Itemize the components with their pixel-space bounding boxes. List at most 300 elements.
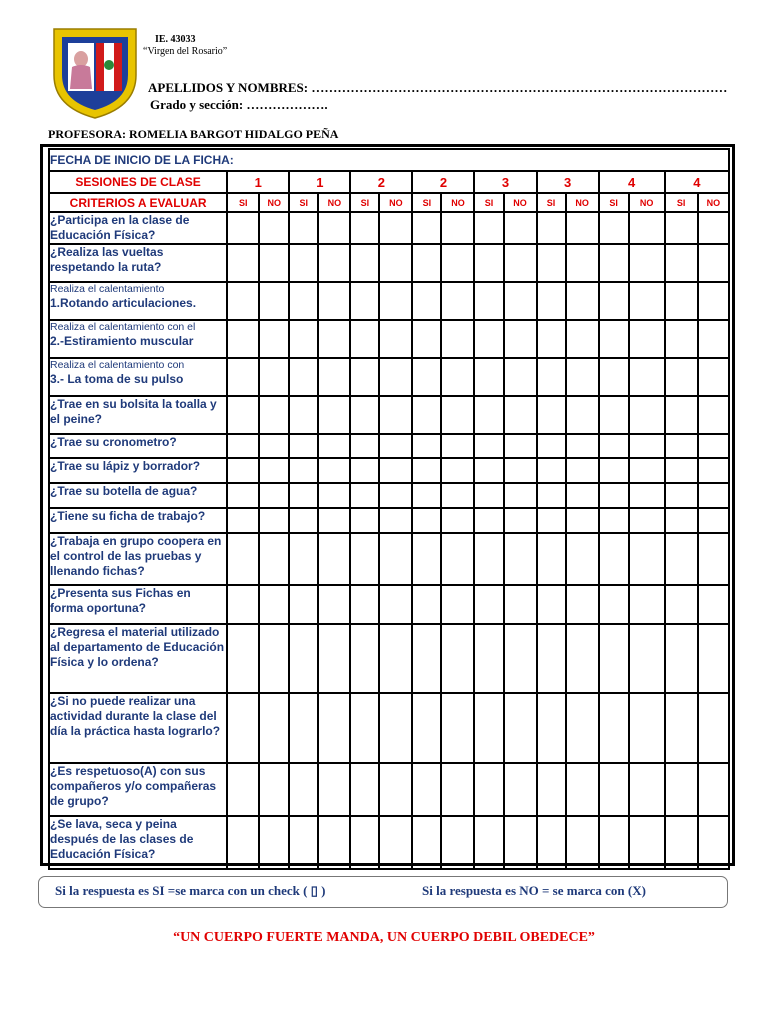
si-checkbox-cell[interactable] — [350, 508, 379, 533]
no-checkbox-cell[interactable] — [441, 585, 474, 624]
no-checkbox-cell[interactable] — [629, 508, 665, 533]
no-checkbox-cell[interactable] — [379, 533, 412, 585]
no-checkbox-cell[interactable] — [629, 816, 665, 869]
no-checkbox-cell[interactable] — [259, 244, 289, 282]
no-checkbox-cell[interactable] — [504, 320, 537, 358]
si-checkbox-cell[interactable] — [227, 508, 259, 533]
no-checkbox-cell[interactable] — [259, 212, 289, 244]
si-checkbox-cell[interactable] — [289, 212, 318, 244]
si-checkbox-cell[interactable] — [350, 458, 379, 483]
no-checkbox-cell[interactable] — [504, 282, 537, 320]
no-checkbox-cell[interactable] — [629, 483, 665, 508]
si-checkbox-cell[interactable] — [537, 458, 566, 483]
session-number: 4 — [665, 171, 729, 193]
si-checkbox-cell[interactable] — [289, 483, 318, 508]
no-checkbox-cell[interactable] — [441, 763, 474, 816]
si-checkbox-cell[interactable] — [227, 458, 259, 483]
si-checkbox-cell[interactable] — [227, 358, 259, 396]
si-checkbox-cell[interactable] — [665, 508, 698, 533]
si-checkbox-cell[interactable] — [227, 763, 259, 816]
si-header: SI — [665, 193, 698, 212]
criterion-question: ¿Regresa el material utilizado al departamento de Educación Física y lo ordena? — [50, 625, 225, 669]
criterion-row — [49, 396, 729, 434]
si-checkbox-cell[interactable] — [412, 483, 441, 508]
no-checkbox-cell[interactable] — [441, 693, 474, 763]
no-checkbox-cell[interactable] — [318, 483, 350, 508]
si-checkbox-cell[interactable] — [537, 624, 566, 693]
si-checkbox-cell[interactable] — [350, 693, 379, 763]
criterion-row — [49, 763, 729, 816]
si-checkbox-cell[interactable] — [599, 320, 629, 358]
criterion-text — [49, 624, 227, 693]
si-checkbox-cell[interactable] — [227, 244, 259, 282]
si-checkbox-cell[interactable] — [350, 763, 379, 816]
no-checkbox-cell[interactable] — [698, 483, 729, 508]
si-checkbox-cell[interactable] — [412, 763, 441, 816]
criterion-row — [49, 320, 729, 358]
si-checkbox-cell[interactable] — [599, 282, 629, 320]
no-checkbox-cell[interactable] — [441, 483, 474, 508]
si-checkbox-cell[interactable] — [537, 358, 566, 396]
si-checkbox-cell[interactable] — [289, 624, 318, 693]
criterion-text — [49, 358, 227, 396]
no-checkbox-cell[interactable] — [566, 624, 599, 693]
criterion-question: ¿Tiene su ficha de trabajo? — [50, 509, 206, 523]
no-checkbox-cell[interactable] — [566, 212, 599, 244]
no-checkbox-cell[interactable] — [379, 244, 412, 282]
si-checkbox-cell[interactable] — [412, 458, 441, 483]
criterion-row — [49, 816, 729, 869]
si-checkbox-cell[interactable] — [412, 320, 441, 358]
session-number: 1 — [289, 171, 350, 193]
si-checkbox-cell[interactable] — [665, 434, 698, 458]
no-checkbox-cell[interactable] — [318, 244, 350, 282]
school-name: “Virgen del Rosario” — [143, 46, 228, 57]
no-checkbox-cell[interactable] — [698, 693, 729, 763]
no-checkbox-cell[interactable] — [259, 483, 289, 508]
si-checkbox-cell[interactable] — [412, 693, 441, 763]
no-checkbox-cell[interactable] — [698, 533, 729, 585]
no-checkbox-cell[interactable] — [504, 585, 537, 624]
session-number: 3 — [474, 171, 536, 193]
no-checkbox-cell[interactable] — [259, 533, 289, 585]
no-checkbox-cell[interactable] — [698, 585, 729, 624]
si-checkbox-cell[interactable] — [289, 693, 318, 763]
si-checkbox-cell[interactable] — [350, 624, 379, 693]
legend-no: Si la respuesta es NO = se marca con (X) — [422, 883, 646, 898]
no-checkbox-cell[interactable] — [504, 624, 537, 693]
grade-section-field[interactable]: Grado y sección: ………………. — [150, 97, 328, 112]
criterion-row — [49, 508, 729, 533]
criterion-question: ¿Es respetuoso(A) con sus compañeros y/o compañeras de grupo? — [50, 764, 217, 808]
start-date-label[interactable]: FECHA DE INICIO DE LA FICHA: — [49, 149, 729, 171]
no-checkbox-cell[interactable] — [318, 693, 350, 763]
si-checkbox-cell[interactable] — [599, 434, 629, 458]
si-checkbox-cell[interactable] — [227, 434, 259, 458]
no-checkbox-cell[interactable] — [504, 483, 537, 508]
si-checkbox-cell[interactable] — [599, 816, 629, 869]
no-checkbox-cell[interactable] — [698, 282, 729, 320]
si-checkbox-cell[interactable] — [537, 212, 566, 244]
si-checkbox-cell[interactable] — [474, 212, 503, 244]
si-checkbox-cell[interactable] — [537, 434, 566, 458]
si-checkbox-cell[interactable] — [227, 282, 259, 320]
no-checkbox-cell[interactable] — [318, 763, 350, 816]
no-checkbox-cell[interactable] — [441, 358, 474, 396]
no-checkbox-cell[interactable] — [441, 434, 474, 458]
criterion-prefix: Realiza el calentamiento con el — [50, 321, 196, 333]
no-checkbox-cell[interactable] — [698, 816, 729, 869]
no-checkbox-cell[interactable] — [379, 396, 412, 434]
no-checkbox-cell[interactable] — [566, 358, 599, 396]
si-checkbox-cell[interactable] — [537, 483, 566, 508]
no-checkbox-cell[interactable] — [698, 212, 729, 244]
si-checkbox-cell[interactable] — [474, 483, 503, 508]
criterion-text — [49, 508, 227, 533]
no-checkbox-cell[interactable] — [379, 816, 412, 869]
no-checkbox-cell[interactable] — [441, 624, 474, 693]
si-checkbox-cell[interactable] — [599, 458, 629, 483]
no-checkbox-cell[interactable] — [504, 458, 537, 483]
no-checkbox-cell[interactable] — [698, 320, 729, 358]
criterion-row — [49, 458, 729, 483]
student-name-field[interactable]: APELLIDOS Y NOMBRES: …………………………………………………………………………………… — [148, 80, 728, 95]
no-checkbox-cell[interactable] — [504, 816, 537, 869]
si-checkbox-cell[interactable] — [599, 763, 629, 816]
si-checkbox-cell[interactable] — [599, 533, 629, 585]
si-checkbox-cell[interactable] — [412, 624, 441, 693]
no-checkbox-cell[interactable] — [379, 624, 412, 693]
legend-si: Si la respuesta es SI =se marca con un check ( ▯ ) — [55, 883, 326, 898]
no-checkbox-cell[interactable] — [698, 624, 729, 693]
no-checkbox-cell[interactable] — [441, 282, 474, 320]
si-checkbox-cell[interactable] — [599, 508, 629, 533]
no-checkbox-cell[interactable] — [318, 585, 350, 624]
criterion-question: ¿Trae su lápiz y borrador? — [50, 459, 201, 473]
si-checkbox-cell[interactable] — [665, 212, 698, 244]
no-checkbox-cell[interactable] — [566, 508, 599, 533]
no-checkbox-cell[interactable] — [441, 320, 474, 358]
si-checkbox-cell[interactable] — [350, 434, 379, 458]
no-checkbox-cell[interactable] — [379, 483, 412, 508]
no-checkbox-cell[interactable] — [259, 508, 289, 533]
criterion-row — [49, 693, 729, 763]
no-checkbox-cell[interactable] — [504, 212, 537, 244]
no-checkbox-cell[interactable] — [629, 693, 665, 763]
criterion-text — [49, 483, 227, 508]
no-checkbox-cell[interactable] — [379, 434, 412, 458]
si-checkbox-cell[interactable] — [599, 244, 629, 282]
si-checkbox-cell[interactable] — [350, 212, 379, 244]
no-checkbox-cell[interactable] — [379, 212, 412, 244]
si-checkbox-cell[interactable] — [537, 320, 566, 358]
si-checkbox-cell[interactable] — [412, 358, 441, 396]
school-identification — [143, 34, 227, 58]
sessions-label: SESIONES DE CLASE — [49, 171, 227, 193]
si-checkbox-cell[interactable] — [474, 533, 503, 585]
no-checkbox-cell[interactable] — [566, 585, 599, 624]
criterion-question: 3.- La toma de su pulso — [50, 372, 184, 386]
si-checkbox-cell[interactable] — [412, 585, 441, 624]
si-checkbox-cell[interactable] — [537, 585, 566, 624]
no-checkbox-cell[interactable] — [379, 763, 412, 816]
no-checkbox-cell[interactable] — [629, 533, 665, 585]
si-checkbox-cell[interactable] — [412, 508, 441, 533]
si-checkbox-cell[interactable] — [665, 763, 698, 816]
no-checkbox-cell[interactable] — [379, 585, 412, 624]
no-checkbox-cell[interactable] — [441, 396, 474, 434]
si-checkbox-cell[interactable] — [412, 244, 441, 282]
no-checkbox-cell[interactable] — [629, 434, 665, 458]
si-checkbox-cell[interactable] — [474, 358, 503, 396]
si-checkbox-cell[interactable] — [665, 244, 698, 282]
si-checkbox-cell[interactable] — [665, 483, 698, 508]
si-checkbox-cell[interactable] — [474, 816, 503, 869]
no-checkbox-cell[interactable] — [566, 816, 599, 869]
si-checkbox-cell[interactable] — [289, 816, 318, 869]
no-checkbox-cell[interactable] — [698, 434, 729, 458]
si-checkbox-cell[interactable] — [289, 320, 318, 358]
si-checkbox-cell[interactable] — [599, 396, 629, 434]
si-checkbox-cell[interactable] — [599, 693, 629, 763]
no-checkbox-cell[interactable] — [259, 434, 289, 458]
si-checkbox-cell[interactable] — [537, 763, 566, 816]
si-checkbox-cell[interactable] — [412, 212, 441, 244]
no-checkbox-cell[interactable] — [259, 458, 289, 483]
no-checkbox-cell[interactable] — [379, 508, 412, 533]
si-checkbox-cell[interactable] — [412, 282, 441, 320]
criterion-row — [49, 358, 729, 396]
no-checkbox-cell[interactable] — [318, 508, 350, 533]
si-checkbox-cell[interactable] — [412, 396, 441, 434]
no-checkbox-cell[interactable] — [566, 693, 599, 763]
si-header: SI — [227, 193, 259, 212]
no-checkbox-cell[interactable] — [259, 320, 289, 358]
si-checkbox-cell[interactable] — [289, 358, 318, 396]
no-checkbox-cell[interactable] — [318, 624, 350, 693]
no-checkbox-cell[interactable] — [318, 458, 350, 483]
si-checkbox-cell[interactable] — [350, 396, 379, 434]
no-checkbox-cell[interactable] — [504, 434, 537, 458]
si-checkbox-cell[interactable] — [289, 585, 318, 624]
no-checkbox-cell[interactable] — [259, 396, 289, 434]
si-checkbox-cell[interactable] — [537, 533, 566, 585]
si-checkbox-cell[interactable] — [350, 282, 379, 320]
no-checkbox-cell[interactable] — [318, 282, 350, 320]
si-checkbox-cell[interactable] — [227, 483, 259, 508]
si-checkbox-cell[interactable] — [665, 533, 698, 585]
no-checkbox-cell[interactable] — [566, 483, 599, 508]
no-checkbox-cell[interactable] — [698, 396, 729, 434]
si-checkbox-cell[interactable] — [289, 282, 318, 320]
no-checkbox-cell[interactable] — [259, 693, 289, 763]
no-checkbox-cell[interactable] — [379, 693, 412, 763]
si-checkbox-cell[interactable] — [537, 244, 566, 282]
no-checkbox-cell[interactable] — [259, 585, 289, 624]
no-checkbox-cell[interactable] — [629, 244, 665, 282]
criterion-question: 2.-Estiramiento muscular — [50, 334, 194, 348]
si-checkbox-cell[interactable] — [537, 508, 566, 533]
si-checkbox-cell[interactable] — [474, 244, 503, 282]
no-checkbox-cell[interactable] — [504, 533, 537, 585]
si-checkbox-cell[interactable] — [537, 816, 566, 869]
motto: “UN CUERPO FUERTE MANDA, UN CUERPO DEBIL OBEDECE” — [173, 930, 595, 945]
no-checkbox-cell[interactable] — [504, 508, 537, 533]
si-checkbox-cell[interactable] — [474, 508, 503, 533]
criterion-text — [49, 212, 227, 244]
si-checkbox-cell[interactable] — [412, 434, 441, 458]
no-checkbox-cell[interactable] — [629, 320, 665, 358]
si-checkbox-cell[interactable] — [412, 533, 441, 585]
no-checkbox-cell[interactable] — [504, 396, 537, 434]
si-checkbox-cell[interactable] — [537, 282, 566, 320]
no-checkbox-cell[interactable] — [504, 358, 537, 396]
si-checkbox-cell[interactable] — [474, 282, 503, 320]
no-checkbox-cell[interactable] — [566, 533, 599, 585]
si-checkbox-cell[interactable] — [474, 396, 503, 434]
si-checkbox-cell[interactable] — [350, 533, 379, 585]
criterion-row — [49, 483, 729, 508]
si-checkbox-cell[interactable] — [474, 434, 503, 458]
si-checkbox-cell[interactable] — [599, 212, 629, 244]
no-checkbox-cell[interactable] — [566, 763, 599, 816]
si-checkbox-cell[interactable] — [350, 320, 379, 358]
no-checkbox-cell[interactable] — [629, 458, 665, 483]
si-checkbox-cell[interactable] — [665, 320, 698, 358]
si-header: SI — [350, 193, 379, 212]
no-checkbox-cell[interactable] — [259, 624, 289, 693]
si-checkbox-cell[interactable] — [289, 533, 318, 585]
si-checkbox-cell[interactable] — [227, 320, 259, 358]
si-checkbox-cell[interactable] — [350, 358, 379, 396]
si-checkbox-cell[interactable] — [412, 816, 441, 869]
si-checkbox-cell[interactable] — [227, 816, 259, 869]
no-checkbox-cell[interactable] — [441, 244, 474, 282]
si-checkbox-cell[interactable] — [599, 624, 629, 693]
no-checkbox-cell[interactable] — [318, 816, 350, 869]
no-checkbox-cell[interactable] — [698, 358, 729, 396]
session-number: 3 — [537, 171, 599, 193]
no-checkbox-cell[interactable] — [318, 434, 350, 458]
si-checkbox-cell[interactable] — [665, 693, 698, 763]
no-checkbox-cell[interactable] — [566, 396, 599, 434]
si-checkbox-cell[interactable] — [227, 533, 259, 585]
no-checkbox-cell[interactable] — [504, 763, 537, 816]
no-checkbox-cell[interactable] — [566, 458, 599, 483]
no-checkbox-cell[interactable] — [379, 358, 412, 396]
si-checkbox-cell[interactable] — [474, 693, 503, 763]
si-checkbox-cell[interactable] — [665, 458, 698, 483]
criterion-text — [49, 763, 227, 816]
no-checkbox-cell[interactable] — [629, 763, 665, 816]
si-checkbox-cell[interactable] — [227, 624, 259, 693]
no-checkbox-cell[interactable] — [629, 358, 665, 396]
si-checkbox-cell[interactable] — [289, 763, 318, 816]
si-checkbox-cell[interactable] — [537, 396, 566, 434]
si-checkbox-cell[interactable] — [474, 458, 503, 483]
session-number: 1 — [227, 171, 289, 193]
criterion-text — [49, 816, 227, 869]
si-checkbox-cell[interactable] — [227, 212, 259, 244]
si-checkbox-cell[interactable] — [665, 358, 698, 396]
si-checkbox-cell[interactable] — [289, 458, 318, 483]
no-checkbox-cell[interactable] — [629, 212, 665, 244]
no-checkbox-cell[interactable] — [566, 282, 599, 320]
no-checkbox-cell[interactable] — [318, 320, 350, 358]
si-checkbox-cell[interactable] — [474, 624, 503, 693]
no-checkbox-cell[interactable] — [504, 693, 537, 763]
si-checkbox-cell[interactable] — [350, 816, 379, 869]
no-checkbox-cell[interactable] — [441, 458, 474, 483]
criterion-row — [49, 533, 729, 585]
no-checkbox-cell[interactable] — [259, 763, 289, 816]
si-checkbox-cell[interactable] — [474, 320, 503, 358]
no-checkbox-cell[interactable] — [629, 624, 665, 693]
no-checkbox-cell[interactable] — [318, 533, 350, 585]
si-checkbox-cell[interactable] — [665, 282, 698, 320]
criterion-row — [49, 434, 729, 458]
no-checkbox-cell[interactable] — [629, 282, 665, 320]
si-checkbox-cell[interactable] — [227, 585, 259, 624]
no-checkbox-cell[interactable] — [698, 763, 729, 816]
si-checkbox-cell[interactable] — [227, 396, 259, 434]
no-checkbox-cell[interactable] — [318, 396, 350, 434]
si-checkbox-cell[interactable] — [474, 763, 503, 816]
si-checkbox-cell[interactable] — [350, 585, 379, 624]
si-checkbox-cell[interactable] — [599, 358, 629, 396]
no-checkbox-cell[interactable] — [441, 816, 474, 869]
no-checkbox-cell[interactable] — [259, 358, 289, 396]
no-checkbox-cell[interactable] — [698, 458, 729, 483]
no-checkbox-cell[interactable] — [566, 434, 599, 458]
si-checkbox-cell[interactable] — [537, 693, 566, 763]
si-checkbox-cell[interactable] — [665, 816, 698, 869]
no-checkbox-cell[interactable] — [379, 282, 412, 320]
no-checkbox-cell[interactable] — [629, 585, 665, 624]
si-checkbox-cell[interactable] — [474, 585, 503, 624]
si-checkbox-cell[interactable] — [289, 434, 318, 458]
si-checkbox-cell[interactable] — [350, 483, 379, 508]
no-checkbox-cell[interactable] — [318, 358, 350, 396]
si-checkbox-cell[interactable] — [665, 624, 698, 693]
no-checkbox-cell[interactable] — [379, 320, 412, 358]
si-checkbox-cell[interactable] — [665, 396, 698, 434]
si-checkbox-cell[interactable] — [599, 483, 629, 508]
no-checkbox-cell[interactable] — [441, 508, 474, 533]
no-checkbox-cell[interactable] — [441, 212, 474, 244]
si-checkbox-cell[interactable] — [289, 396, 318, 434]
si-checkbox-cell[interactable] — [289, 244, 318, 282]
no-checkbox-cell[interactable] — [504, 244, 537, 282]
no-checkbox-cell[interactable] — [629, 396, 665, 434]
no-checkbox-cell[interactable] — [698, 244, 729, 282]
si-checkbox-cell[interactable] — [227, 693, 259, 763]
no-header: NO — [629, 193, 665, 212]
no-checkbox-cell[interactable] — [566, 320, 599, 358]
no-checkbox-cell[interactable] — [441, 533, 474, 585]
no-checkbox-cell[interactable] — [318, 212, 350, 244]
si-checkbox-cell[interactable] — [350, 244, 379, 282]
no-checkbox-cell[interactable] — [259, 816, 289, 869]
no-checkbox-cell[interactable] — [566, 244, 599, 282]
si-checkbox-cell[interactable] — [599, 585, 629, 624]
no-checkbox-cell[interactable] — [259, 282, 289, 320]
criterion-question: ¿Se lava, seca y peina después de las clases de Educación Física? — [50, 817, 194, 861]
si-checkbox-cell[interactable] — [665, 585, 698, 624]
si-checkbox-cell[interactable] — [289, 508, 318, 533]
no-checkbox-cell[interactable] — [379, 458, 412, 483]
no-checkbox-cell[interactable] — [698, 508, 729, 533]
